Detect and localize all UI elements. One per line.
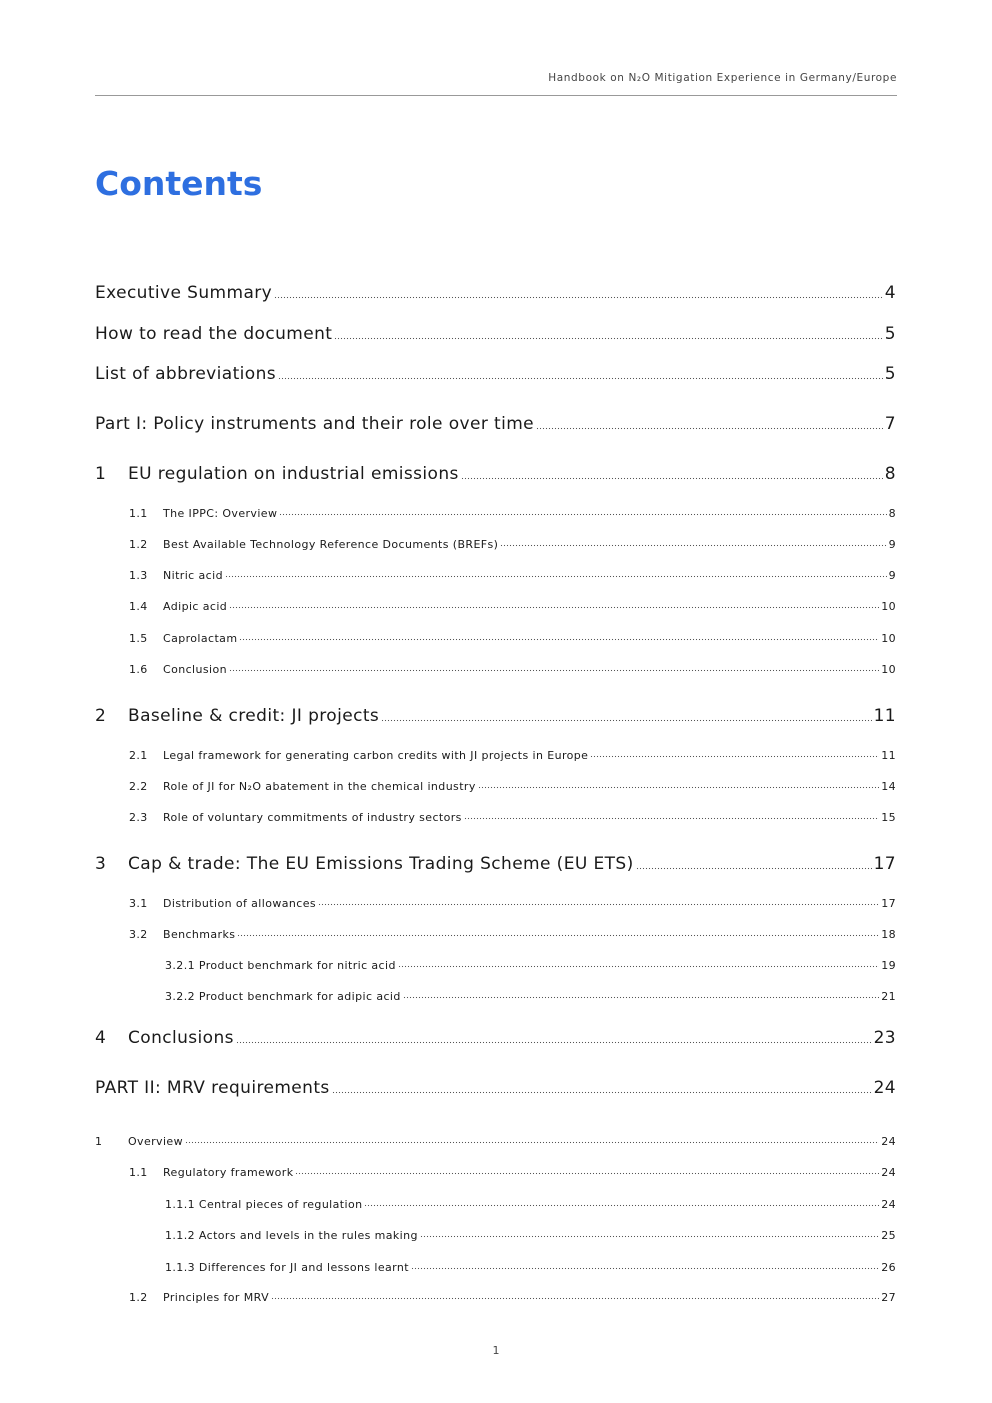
toc-entry-part-two[interactable] [95, 1075, 896, 1097]
dot-leader [229, 669, 879, 672]
toc-label: Caprolactam [163, 632, 238, 645]
toc-number: 2 [95, 706, 107, 726]
page-number: 1 [492, 1344, 500, 1357]
toc-page-number: 7 [884, 414, 896, 434]
toc-label: 1.1.1 Central pieces of regulation [165, 1198, 363, 1211]
toc-entry-2-2[interactable] [95, 770, 896, 792]
toc-entry-chapter-2[interactable] [95, 703, 896, 725]
toc-page-number: 5 [884, 364, 896, 384]
toc-label: EU regulation on industrial emissions [128, 464, 459, 484]
toc-number: 1 [95, 1135, 103, 1148]
toc-page-number: 10 [881, 632, 896, 645]
toc-entry-part2-1-2[interactable] [95, 1281, 896, 1303]
toc-entry-part2-1[interactable] [95, 1125, 896, 1147]
dot-leader [274, 296, 883, 299]
toc-label: Cap & trade: The EU Emissions Trading Scheme (EU ETS) [128, 854, 634, 874]
toc-label: 3.2.2 Product benchmark for adipic acid [165, 990, 401, 1003]
toc-page-number: 9 [888, 569, 896, 582]
toc-label: Benchmarks [163, 928, 236, 941]
dot-leader [636, 867, 872, 870]
dot-leader [239, 638, 879, 641]
dot-leader [478, 786, 879, 789]
dot-leader [271, 1297, 879, 1300]
toc-entry-1-6[interactable] [95, 653, 896, 675]
dot-leader [398, 965, 879, 968]
dot-leader [225, 575, 887, 578]
toc-number: 3 [95, 854, 107, 874]
toc-number: 2.2 [129, 780, 148, 793]
toc-entry-3-2[interactable] [95, 918, 896, 940]
toc-entry-3-2-2[interactable] [95, 980, 896, 1002]
toc-label: Baseline & credit: JI projects [128, 706, 380, 726]
toc-entry-part2-1-1-1[interactable] [95, 1188, 896, 1210]
dot-leader [411, 1267, 879, 1270]
toc-label: Legal framework for generating carbon credits with JI projects in Europe [163, 749, 589, 762]
toc-page-number: 17 [873, 854, 896, 874]
dot-leader [464, 817, 879, 820]
toc-label: Nitric acid [163, 569, 223, 582]
toc-page-number: 11 [873, 706, 896, 726]
toc-number: 1 [95, 464, 107, 484]
toc-number: 3.1 [129, 897, 148, 910]
toc-entry-1-4[interactable] [95, 590, 896, 612]
toc-page-number: 17 [881, 897, 896, 910]
dot-leader [236, 1041, 872, 1044]
toc-number: 4 [95, 1028, 107, 1048]
dot-leader [420, 1235, 879, 1238]
running-header: Handbook on N₂O Mitigation Experience in Germany/Europe [548, 72, 897, 84]
dot-leader [185, 1141, 879, 1144]
toc-number: 1.5 [129, 632, 148, 645]
toc-page-number: 11 [881, 749, 896, 762]
toc-entry-part-one[interactable] [95, 411, 896, 433]
toc-page-number: 25 [881, 1229, 896, 1242]
toc-label: PART II: MRV requirements [95, 1078, 330, 1098]
toc-label: List of abbreviations [95, 364, 277, 384]
toc-page-number: 5 [884, 324, 896, 344]
toc-number: 1.3 [129, 569, 148, 582]
toc-entry-abbreviations[interactable] [95, 361, 896, 383]
toc-page-number: 10 [881, 600, 896, 613]
toc-label: Role of JI for N₂O abatement in the chemical industry [163, 780, 476, 793]
toc-label: Executive Summary [95, 283, 273, 303]
header-divider [95, 95, 897, 96]
dot-leader [279, 513, 886, 516]
dot-leader [364, 1204, 879, 1207]
dot-leader [590, 755, 879, 758]
toc-page-number: 4 [884, 283, 896, 303]
toc-label: Overview [128, 1135, 183, 1148]
dot-leader [295, 1172, 879, 1175]
toc-label: Conclusions [128, 1028, 234, 1048]
page-title: Contents [95, 164, 263, 203]
toc-page-number: 24 [873, 1078, 896, 1098]
dot-leader [332, 1091, 872, 1094]
toc-entry-2-1[interactable] [95, 739, 896, 761]
toc-entry-2-3[interactable] [95, 801, 896, 823]
toc-number: 2.3 [129, 811, 148, 824]
toc-page-number: 19 [881, 959, 896, 972]
toc-page-number: 24 [881, 1198, 896, 1211]
toc-page-number: 24 [881, 1135, 896, 1148]
dot-leader [318, 903, 879, 906]
toc-entry-chapter-4[interactable] [95, 1025, 896, 1047]
toc-entry-chapter-1[interactable] [95, 461, 896, 483]
toc-page-number: 23 [873, 1028, 896, 1048]
toc-entry-3-1[interactable] [95, 887, 896, 909]
toc-number: 1.2 [129, 1291, 148, 1304]
toc-page-number: 24 [881, 1166, 896, 1179]
toc-entry-1-1[interactable] [95, 497, 896, 519]
toc-label: 1.1.2 Actors and levels in the rules making [165, 1229, 418, 1242]
toc-page-number: 14 [881, 780, 896, 793]
toc-number: 1.1 [129, 1166, 148, 1179]
toc-label: Role of voluntary commitments of industry sectors [163, 811, 462, 824]
dot-leader [334, 337, 882, 340]
toc-label: 1.1.3 Differences for JI and lessons learnt [165, 1261, 409, 1274]
toc-label: Adipic acid [163, 600, 228, 613]
toc-label: How to read the document [95, 324, 333, 344]
toc-number: 1.2 [129, 538, 148, 551]
toc-page-number: 21 [881, 990, 896, 1003]
toc-number: 1.4 [129, 600, 148, 613]
toc-entry-executive-summary[interactable] [95, 280, 896, 302]
toc-label: Distribution of allowances [163, 897, 317, 910]
toc-page-number: 15 [881, 811, 896, 824]
toc-page-number: 10 [881, 663, 896, 676]
dot-leader [381, 719, 871, 722]
toc-entry-1-3[interactable] [95, 559, 896, 581]
dot-leader [278, 377, 883, 380]
dot-leader [461, 477, 883, 480]
dot-leader [237, 934, 879, 937]
toc-entry-part2-1-1-3[interactable] [95, 1251, 896, 1273]
toc-entry-3-2-1[interactable] [95, 949, 896, 971]
toc-page-number: 8 [888, 507, 896, 520]
toc-label: Conclusion [163, 663, 227, 676]
toc-entry-how-to-read[interactable] [95, 321, 896, 343]
dot-leader [500, 544, 886, 547]
toc-page-number: 18 [881, 928, 896, 941]
toc-label: Principles for MRV [163, 1291, 270, 1304]
toc-entry-part2-1-1-2[interactable] [95, 1219, 896, 1241]
toc-number: 2.1 [129, 749, 148, 762]
dot-leader [403, 996, 879, 999]
toc-entry-1-5[interactable] [95, 622, 896, 644]
toc-entry-part2-1-1[interactable] [95, 1156, 896, 1178]
toc-page-number: 26 [881, 1261, 896, 1274]
toc-label: Part I: Policy instruments and their role over time [95, 414, 535, 434]
toc-label: Regulatory framework [163, 1166, 294, 1179]
toc-page-number: 9 [888, 538, 896, 551]
toc-label: The IPPC: Overview [163, 507, 278, 520]
toc-number: 3.2 [129, 928, 148, 941]
toc-entry-chapter-3[interactable] [95, 851, 896, 873]
toc-entry-1-2[interactable] [95, 528, 896, 550]
toc-label: 3.2.1 Product benchmark for nitric acid [165, 959, 396, 972]
toc-number: 1.6 [129, 663, 148, 676]
dot-leader [229, 606, 879, 609]
toc-page-number: 8 [884, 464, 896, 484]
toc-label: Best Available Technology Reference Documents (BREFs) [163, 538, 499, 551]
dot-leader [536, 427, 883, 430]
toc-page-number: 27 [881, 1291, 896, 1304]
toc-number: 1.1 [129, 507, 148, 520]
